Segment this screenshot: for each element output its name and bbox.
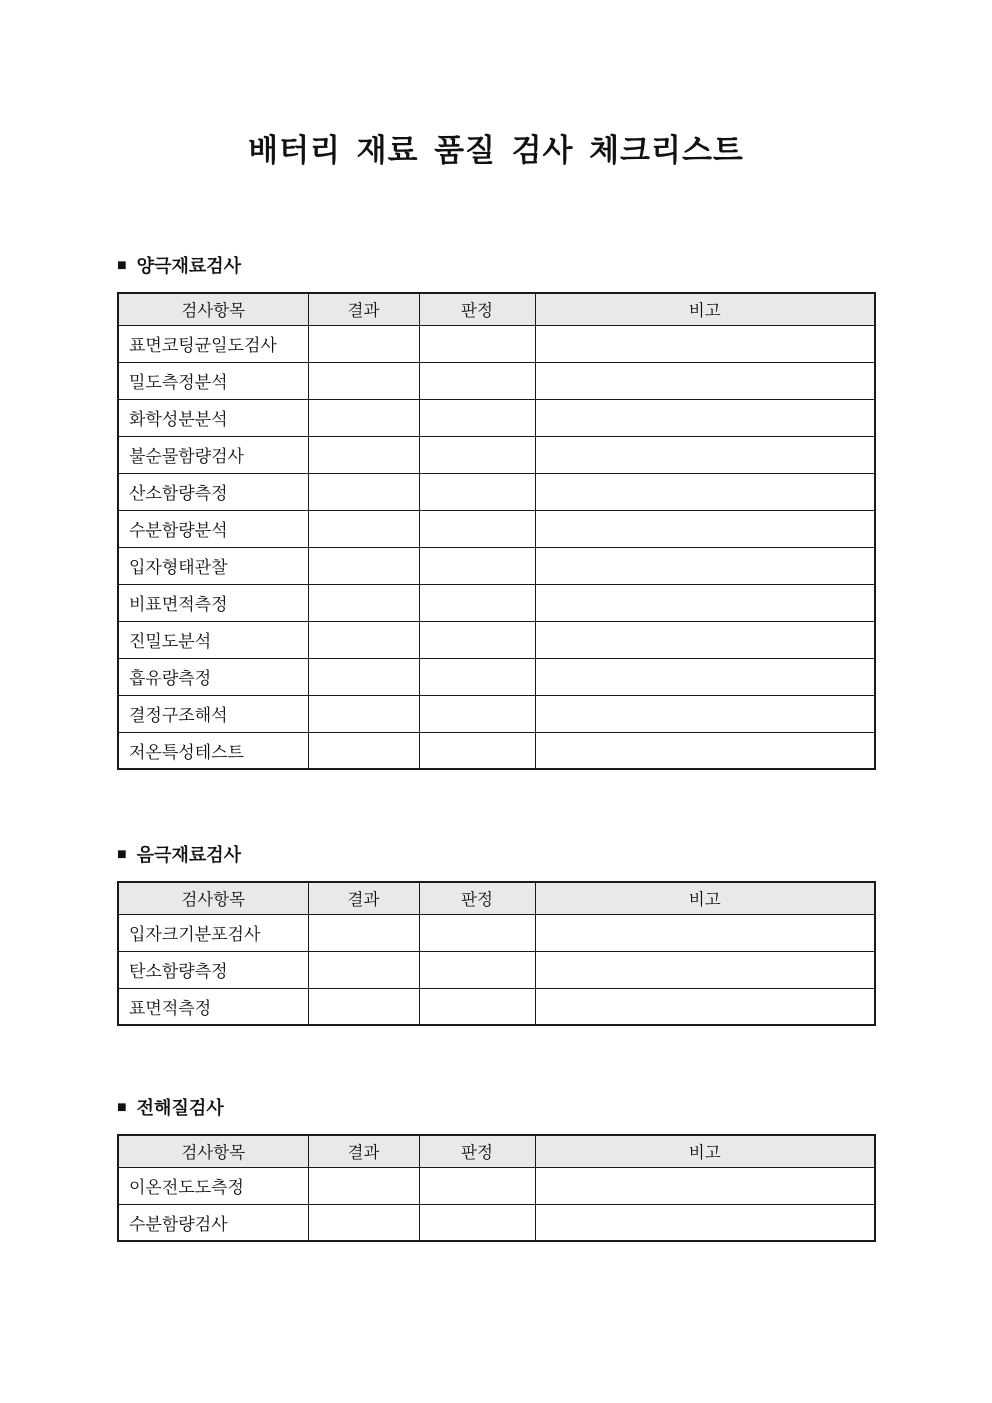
column-header-result: 결과: [308, 1135, 419, 1167]
judgment-cell: [419, 325, 535, 362]
remark-cell: [535, 1204, 875, 1241]
judgment-cell: [419, 1204, 535, 1241]
remark-cell: [535, 362, 875, 399]
result-cell: [308, 914, 419, 951]
judgment-cell: [419, 584, 535, 621]
remark-cell: [535, 510, 875, 547]
inspection-table-electrolyte-inspection: [117, 1134, 876, 1242]
section-heading-cathode-material-inspection: [117, 255, 875, 277]
result-cell: [308, 473, 419, 510]
table-row: [118, 325, 875, 362]
result-cell: [308, 547, 419, 584]
table-row: [118, 658, 875, 695]
remark-cell: [535, 1167, 875, 1204]
judgment-cell: [419, 547, 535, 584]
judgment-cell: [419, 436, 535, 473]
item-cell: 수분함량분석: [118, 510, 308, 547]
judgment-cell: [419, 362, 535, 399]
section-heading-anode-material-inspection: [117, 844, 875, 866]
remark-cell: [535, 951, 875, 988]
item-cell: 결정구조해석: [118, 695, 308, 732]
remark-cell: [535, 436, 875, 473]
column-header-judgment: 판정: [419, 293, 535, 325]
judgment-cell: [419, 473, 535, 510]
sections-container: [117, 255, 875, 1242]
judgment-cell: [419, 695, 535, 732]
result-cell: [308, 621, 419, 658]
item-cell: 탄소함량측정: [118, 951, 308, 988]
column-header-result: 결과: [308, 882, 419, 914]
section-heading-label: 전해질검사: [136, 1098, 224, 1118]
result-cell: [308, 695, 419, 732]
judgment-cell: [419, 621, 535, 658]
table-header-row: [118, 1135, 875, 1167]
item-cell: 화학성분분석: [118, 399, 308, 436]
section-heading-label: 음극재료검사: [136, 845, 241, 865]
column-header-remark: 비고: [535, 1135, 875, 1167]
section-heading-label: 양극재료검사: [136, 256, 241, 276]
document-title: 배터리 재료 품질 검사 체크리스트: [248, 133, 744, 168]
item-cell: 흡유량측정: [118, 658, 308, 695]
table-row: [118, 695, 875, 732]
section-electrolyte-inspection: [117, 1097, 875, 1242]
result-cell: [308, 399, 419, 436]
column-header-remark: 비고: [535, 293, 875, 325]
column-header-item: 검사항목: [118, 1135, 308, 1167]
item-cell: 산소함량측정: [118, 473, 308, 510]
table-row: [118, 1167, 875, 1204]
item-cell: 입자형태관찰: [118, 547, 308, 584]
result-cell: [308, 584, 419, 621]
table-header-row: [118, 882, 875, 914]
result-cell: [308, 325, 419, 362]
column-header-judgment: 판정: [419, 1135, 535, 1167]
judgment-cell: [419, 914, 535, 951]
column-header-result: 결과: [308, 293, 419, 325]
column-header-judgment: 판정: [419, 882, 535, 914]
remark-cell: [535, 399, 875, 436]
item-cell: 밀도측정분석: [118, 362, 308, 399]
remark-cell: [535, 988, 875, 1025]
judgment-cell: [419, 732, 535, 769]
table-row: [118, 732, 875, 769]
section-anode-material-inspection: [117, 844, 875, 1026]
judgment-cell: [419, 951, 535, 988]
result-cell: [308, 732, 419, 769]
square-bullet-icon: ■: [117, 1099, 127, 1116]
section-heading-electrolyte-inspection: [117, 1097, 875, 1119]
table-row: [118, 362, 875, 399]
remark-cell: [535, 732, 875, 769]
column-header-item: 검사항목: [118, 293, 308, 325]
table-row: [118, 436, 875, 473]
result-cell: [308, 1167, 419, 1204]
item-cell: 비표면적측정: [118, 584, 308, 621]
item-cell: 불순물함량검사: [118, 436, 308, 473]
item-cell: 진밀도분석: [118, 621, 308, 658]
judgment-cell: [419, 988, 535, 1025]
table-header-row: [118, 293, 875, 325]
judgment-cell: [419, 658, 535, 695]
table-row: [118, 584, 875, 621]
table-row: [118, 473, 875, 510]
table-row: [118, 399, 875, 436]
item-cell: 이온전도도측정: [118, 1167, 308, 1204]
result-cell: [308, 436, 419, 473]
remark-cell: [535, 584, 875, 621]
remark-cell: [535, 914, 875, 951]
column-header-item: 검사항목: [118, 882, 308, 914]
item-cell: 표면적측정: [118, 988, 308, 1025]
inspection-table-cathode-material-inspection: [117, 292, 876, 770]
table-row: [118, 621, 875, 658]
table-row: [118, 988, 875, 1025]
section-cathode-material-inspection: [117, 255, 875, 770]
square-bullet-icon: ■: [117, 846, 127, 863]
table-row: [118, 510, 875, 547]
remark-cell: [535, 547, 875, 584]
table-row: [118, 914, 875, 951]
remark-cell: [535, 658, 875, 695]
column-header-remark: 비고: [535, 882, 875, 914]
remark-cell: [535, 325, 875, 362]
item-cell: 표면코팅균일도검사: [118, 325, 308, 362]
result-cell: [308, 510, 419, 547]
item-cell: 수분함량검사: [118, 1204, 308, 1241]
judgment-cell: [419, 1167, 535, 1204]
remark-cell: [535, 473, 875, 510]
result-cell: [308, 951, 419, 988]
inspection-table-anode-material-inspection: [117, 881, 876, 1026]
result-cell: [308, 362, 419, 399]
table-row: [118, 951, 875, 988]
item-cell: 저온특성테스트: [118, 732, 308, 769]
square-bullet-icon: ■: [117, 257, 127, 274]
result-cell: [308, 658, 419, 695]
table-row: [118, 1204, 875, 1241]
remark-cell: [535, 621, 875, 658]
judgment-cell: [419, 510, 535, 547]
judgment-cell: [419, 399, 535, 436]
result-cell: [308, 988, 419, 1025]
table-row: [118, 547, 875, 584]
result-cell: [308, 1204, 419, 1241]
remark-cell: [535, 695, 875, 732]
item-cell: 입자크기분포검사: [118, 914, 308, 951]
